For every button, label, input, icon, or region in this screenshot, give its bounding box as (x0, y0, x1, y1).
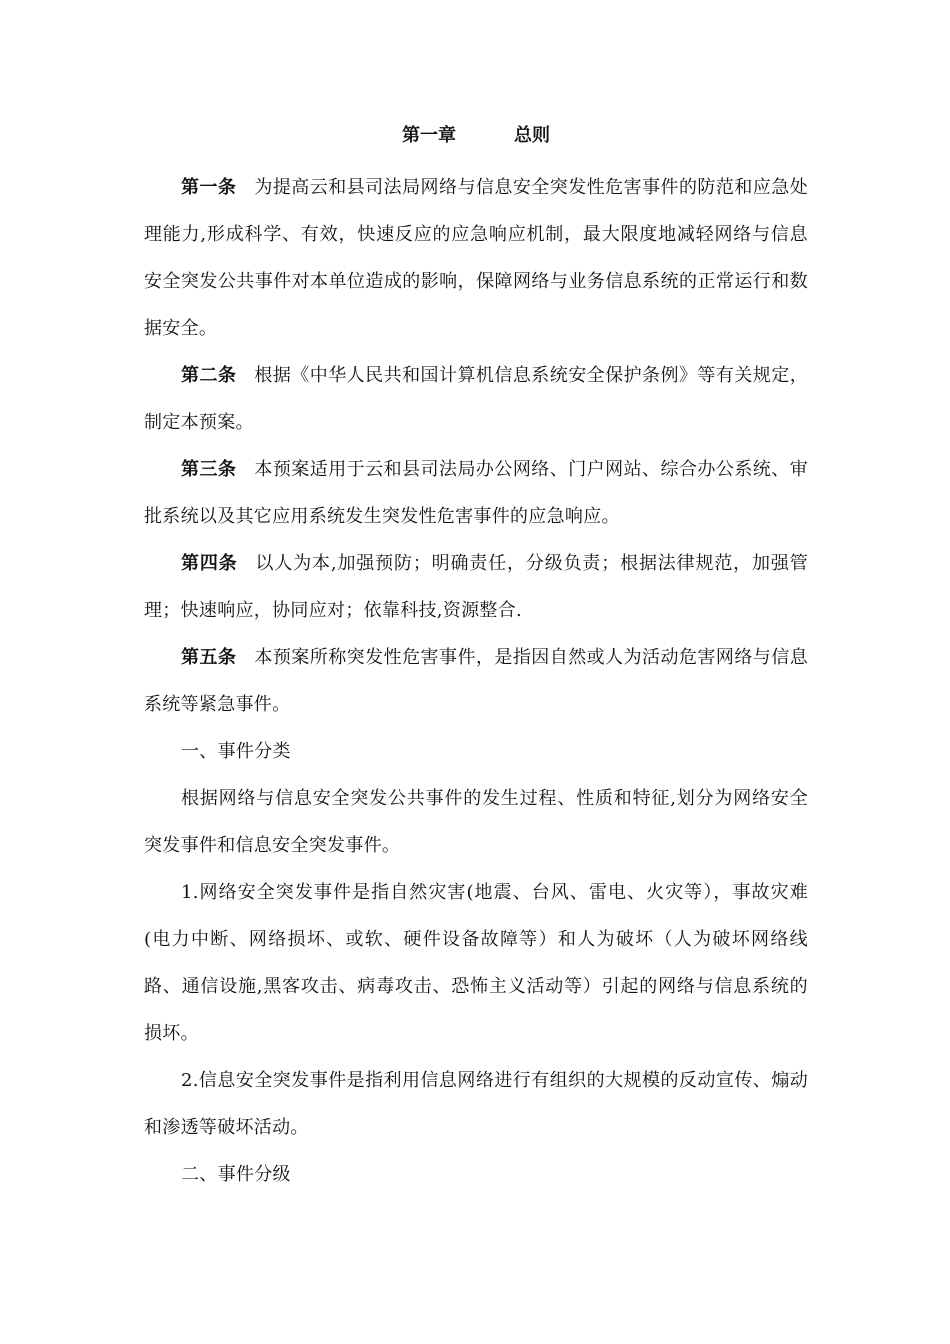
article-text: 根据《中华人民共和国计算机信息系统安全保护条例》等有关规定，制定本预案。 (144, 365, 809, 433)
article-3 (144, 446, 808, 540)
article-label: 第五条 (181, 647, 237, 668)
section-heading-classification: 一、事件分类 (181, 741, 291, 762)
classification-item-2: 2.信息安全突发事件是指利用信息网络进行有组织的大规模的反动宣传、煽动和渗透等破坏活动。 (144, 1070, 808, 1138)
article-text: 本预案适用于云和县司法局办公网络、门户网站、综合办公系统、审批系统以及其它应用系统发生突发性危害事件的应急响应。 (144, 459, 809, 527)
classification-item-1: 1.网络安全突发事件是指自然灾害(地震、台风、雷电、火灾等），事故灾难(电力中断、网络损坏、或软、硬件设备故障等）和人为破坏（人为破坏网络线路、通信设施,黑客攻击、病毒攻击、恐怖主义活动等）引起的网络与信息系统的损坏。 (144, 882, 808, 1044)
section-heading-grading: 二、事件分级 (181, 1164, 291, 1185)
article-text: 以人为本,加强预防；明确责任，分级负责；根据法律规范，加强管理；快速响应，协同应对；依靠科技,资源整合. (144, 553, 808, 621)
article-text: 本预案所称突发性危害事件，是指因自然或人为活动危害网络与信息系统等紧急事件。 (144, 647, 809, 715)
chapter-number: 第一章 (402, 125, 456, 146)
article-label: 第二条 (181, 365, 237, 386)
chapter-name: 总则 (514, 125, 550, 146)
article-label: 第三条 (181, 459, 237, 480)
chapter-title (144, 118, 808, 154)
article-4 (144, 540, 808, 634)
article-2 (144, 352, 808, 446)
article-5 (144, 634, 808, 728)
article-label: 第四条 (181, 553, 238, 574)
article-text: 为提高云和县司法局网络与信息安全突发性危害事件的防范和应急处理能力,形成科学、有效，快速反应的应急响应机制，最大限度地减轻网络与信息安全突发公共事件对本单位造成的影响，保障网络与业务信息系统的正常运行和数据安全。 (144, 177, 809, 339)
classification-intro: 根据网络与信息安全突发公共事件的发生过程、性质和特征,划分为网络安全突发事件和信息安全突发事件。 (144, 788, 808, 856)
article-label: 第一条 (181, 177, 237, 198)
article-1 (144, 164, 808, 352)
document-page (144, 118, 808, 1198)
